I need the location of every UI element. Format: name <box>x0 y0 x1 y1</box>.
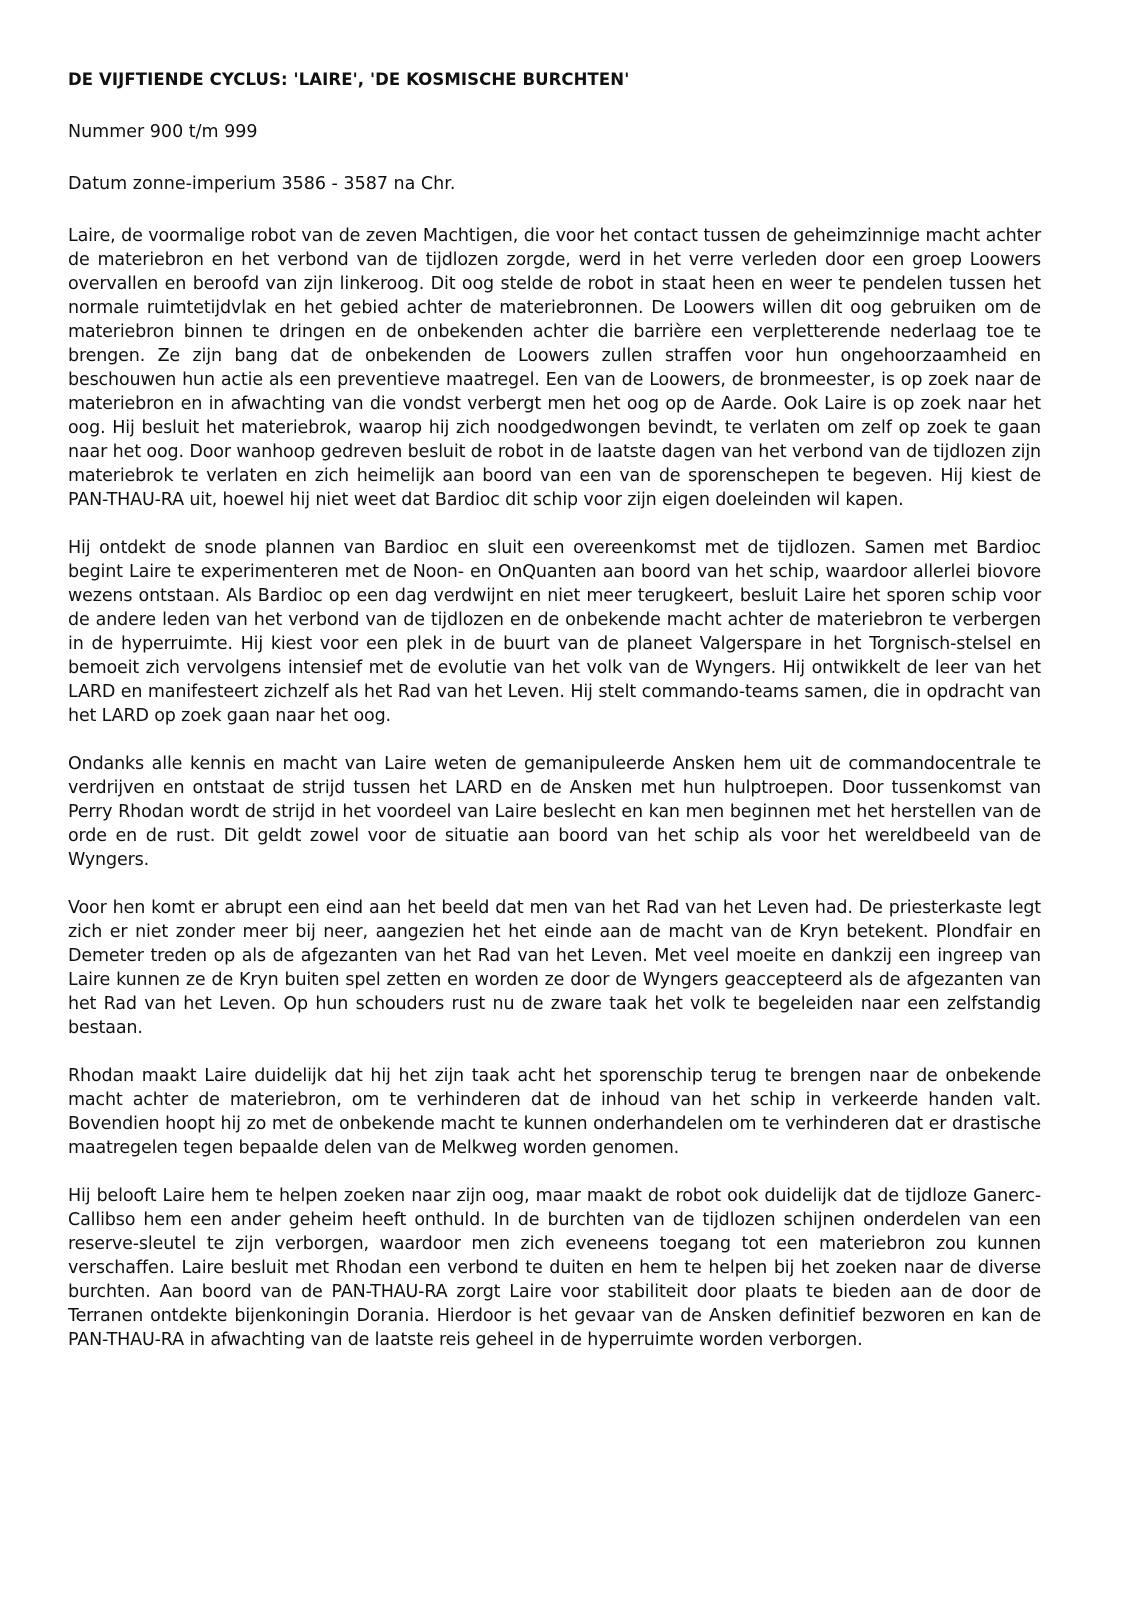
document-title: DE VIJFTIENDE CYCLUS: 'LAIRE', 'DE KOSMISCHE BURCHTEN' <box>68 70 630 89</box>
paragraph: Rhodan maakt Laire duidelijk dat hij het zijn taak acht het sporenschip terug te brengen naar de onbekende macht achter de materiebron, om te verhinderen dat de inhoud van het schip in verkeerde handen valt. Bovendien hoopt hij zo met de onbekende macht te kunnen onderhandelen om te verhinderen dat er drastische maatregelen tegen bepaalde delen van de Melkweg worden genomen. <box>68 1066 1041 1158</box>
paragraph: Hij belooft Laire hem te helpen zoeken naar zijn oog, maar maakt de robot ook duidelijk dat de tijdloze Ganerc-Callibso hem een ander geheim heeft onthuld. In de burchten van de tijdlozen schijnen onderdelen van een reserve-sleutel te zijn verborgen, waardoor men zich eveneens toegang tot een materiebron zou kunnen verschaffen. Laire besluit met Rhodan een verbond te duiten en hem te helpen bij het zoeken naar de diverse burchten. Aan boord van de PAN-THAU-RA zorgt Laire voor stabiliteit door plaats te bieden aan de door de Terranen ontdekte bijenkoningin Dorania. Hierdoor is het gevaar van de Ansken definitief bezworen en kan de PAN-THAU-RA in afwachting van de laatste reis geheel in de hyperruimte worden verborgen. <box>68 1186 1041 1350</box>
paragraph: Hij ontdekt de snode plannen van Bardioc en sluit een overeenkomst met de tijdlozen. Samen met Bardioc begint Laire te experimenteren met de Noon- en OnQuanten aan boord van het schip, waardoor allerlei biovore wezens ontstaan. Als Bardioc op een dag verdwijnt en niet meer terugkeert, besluit Laire het sporen schip voor de andere leden van het verbond van de tijdlozen en de onbekende macht achter de materiebron te verbergen in de hyperruimte. Hij kiest voor een plek in de buurt van de planeet Valgerspare in het Torgnisch-stelsel en bemoeit zich vervolgens intensief met de evolutie van het volk van de Wyngers. Hij ontwikkelt de leer van het LARD en manifesteert zichzelf als het Rad van het Leven. Hij stelt commando-teams samen, die in opdracht van het LARD op zoek gaan naar het oog. <box>68 538 1041 726</box>
paragraph: Laire, de voormalige robot van de zeven Machtigen, die voor het contact tussen de geheimzinnige macht achter de materiebron en het verbond van de tijdlozen zorgde, werd in het verre verleden door een groep Loowers overvallen en beroofd van zijn linkeroog. Dit oog stelde de robot in staat heen en weer te pendelen tussen het normale ruimtetijdvlak en het gebied achter de materiebronnen. De Loowers willen dit oog gebruiken om de materiebron binnen te dringen en de onbekenden achter die barrière een verpletterende nederlaag toe te brengen. Ze zijn bang dat de onbekenden de Loowers zullen straffen voor hun ongehoorzaamheid en beschouwen hun actie als een preventieve maatregel. Een van de Loowers, de bronmeester, is op zoek naar de materiebron en in afwachting van die vondst verbergt men het oog op de Aarde. Ook Laire is op zoek naar het oog. Hij besluit het materiebrok, waarop hij zich noodgedwongen bevindt, te verlaten om zelf op zoek te gaan naar het oog. Door wanhoop gedreven besluit de robot in de laatste dagen van het verbond van de tijdlozen zijn materiebrok te verlaten en zich heimelijk aan boord van een van de sporenschepen te begeven. Hij kiest de PAN-THAU-RA uit, hoewel hij niet weet dat Bardioc dit schip voor zijn eigen doeleinden wil kapen. <box>68 226 1041 510</box>
paragraph: Ondanks alle kennis en macht van Laire weten de gemanipuleerde Ansken hem uit de commandocentrale te verdrijven en ontstaat de strijd tussen het LARD en de Ansken met hun hulptroepen. Door tussenkomst van Perry Rhodan wordt de strijd in het voordeel van Laire beslecht en kan men beginnen met het herstellen van de orde en de rust. Dit geldt zowel voor de situatie aan boord van het schip als voor het wereldbeeld van de Wyngers. <box>68 754 1041 870</box>
number-range: Nummer 900 t/m 999 <box>68 122 258 142</box>
document-page <box>68 68 1041 1376</box>
paragraph: Voor hen komt er abrupt een eind aan het beeld dat men van het Rad van het Leven had. De priesterkaste legt zich er niet zonder meer bij neer, aangezien het het einde aan de macht van de Kryn betekent. Plondfair en Demeter treden op als de afgezanten van het Rad van het Leven. Met veel moeite en dankzij een ingreep van Laire kunnen ze de Kryn buiten spel zetten en worden ze door de Wyngers geaccepteerd als de afgezanten van het Rad van het Leven. Op hun schouders rust nu de zware taak het volk te begeleiden naar een zelfstandig bestaan. <box>68 898 1041 1038</box>
date-range: Datum zonne-imperium 3586 - 3587 na Chr. <box>68 174 456 194</box>
